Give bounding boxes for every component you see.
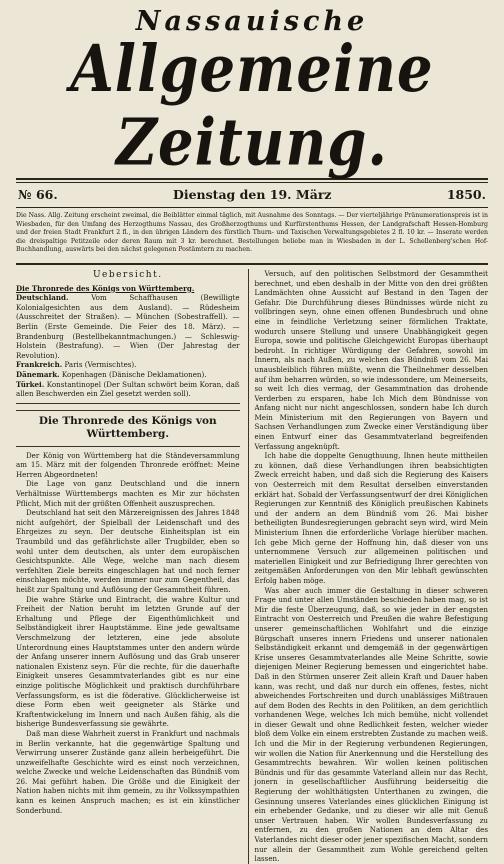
overview-title: Uebersicht. bbox=[92, 269, 163, 280]
article-heading: Die Thronrede des Königs von Württemberg. bbox=[16, 410, 240, 447]
article-paragraph: Ich habe die doppelte Genugthuung, Ihnen heute mittheilen zu können, daß diese Verhandlungen ihren beabsichtigten Zweck erreicht haben, und daß sich die Regierung des Kaisers von Oesterreich mit dem Resultat derselben einverstanden erklärt hat. Sobald der Verfassungsentwurf der drei Königlichen Regierungen zur Kenntniß des Königlich preußischen Kabinets und der andern an dem Bündniß vom 26. Mai bisher betheiligten Bundesregierungen gebracht seyn wird, wird Mein Ministerium Ihnen die erforderliche Vorlage hierüber machen. Ich gebe Mich gerne der Hoffnung hin, daß dieser von uns unternommene Versuch zur allgemeinen politischen und materiellen Einigkeit und zur Befriedigung Ihrer gerechten von zeitgemäßen Anforderungen von den Mir lebhaft gewünschten Erfolg haben möge. bbox=[254, 451, 488, 585]
overview-lead: Deutschland. bbox=[16, 293, 69, 303]
masthead bbox=[16, 6, 488, 181]
masthead-title: Allgemeine Zeitung. bbox=[70, 31, 434, 181]
overview-text: Kopenhagen (Dänische Deklamationen). bbox=[59, 369, 207, 379]
overview-text: Vom Schaffhausen (Bewilligte Kolonialgesichten aus dem Ausland). — Rüdesheim (Ausschreitet der Straßen). — München (Sobestraffell). — Berlin (Erste Gemeinde. Die Feier des 18. März). — Brandenburg (Bestellbekanntmachungen.) — Schleswig-Holstein (Bestrafung). — Wien (Der Jahrestag der Revolution). bbox=[16, 293, 240, 360]
article-paragraph: Daß man diese Wahrheit zuerst in Frankfurt und nachmals in Berlin verkannte, hat die gegenwärtige Spaltung und Verwirrung unserer Zustände ganz allein herbeigeführt. Die unzweifelhafte Geschichte wird es einst noch verzeichnen, welche Zwecke und welche Leidenschaften das Bündniß vom 26. Mai geführt haben. Die Größe und die Einigkeit der Nation haben nichts mit ihm gemein, zu ihr Volkssympathien kann es keinen Anspruch machen; es ist ein künstlicher Sonderbund. bbox=[16, 728, 240, 815]
right-column bbox=[248, 269, 488, 864]
overview-text: Konstantinopel (Der Sultan schwört beim Koran, daß allen Beschwerden ein Ziel gesetzt werden soll). bbox=[16, 379, 240, 399]
subscription-notice: Die Nass. Allg. Zeitung erscheint zweimal, die Beiblätter einmal täglich, mit Ausnahme des Sonntags. — Der vierteljährige Pränumerationspreis ist in Wiesbaden, für den Umfang des Herzogthums Nassau, des Großherzogthums und Kurfürstenthums Hessen, der Landgrafschaft Hessen-Homburg und der freien Stadt Frankfurt 2 fl., in den übrigen Ländern des fürstlich Thurn- und Taxischen Verwaltungsgebietes 2 fl. 10 kr. — Inserate werden die dreispaltige Petitzeile oder deren Raum mit 3 kr. berechnet. Bestellungen beliebe man in Wiesbaden in der L. Schellenberg'schen Hof-Buchhandlung, auswärts bei den nächst gelegenen Postämtern zu machen. bbox=[16, 212, 488, 254]
overview-line bbox=[16, 360, 240, 370]
overview-line bbox=[16, 293, 240, 360]
overview-lead: Dänemark. bbox=[16, 369, 60, 379]
masthead-top: Nassauische bbox=[135, 6, 369, 37]
notice-rule bbox=[16, 263, 488, 265]
issue-date: Dienstag den 19. März bbox=[173, 187, 332, 202]
issue-number: № 66. bbox=[18, 187, 58, 202]
issue-year: 1850. bbox=[446, 187, 486, 202]
dateline bbox=[16, 183, 488, 205]
overview-line bbox=[16, 370, 240, 380]
left-column bbox=[16, 269, 240, 864]
article-columns bbox=[16, 269, 488, 864]
overview-line bbox=[16, 284, 240, 294]
overview-box bbox=[16, 271, 240, 404]
overview-text: Paris (Vermischtes). bbox=[62, 360, 137, 370]
article-paragraph: Versuch, auf den politischen Selbstmord der Gesammtheit berechnet, und eben deshalb in der Mitte von den drei größten Landmächten ohne Aussicht auf Bestand in den Tagen der Gefahr. Die Durchführung dieses Bündnisses würde nicht zu vollbringen seyn, ohne einen offenen Bundesbruch und ohne eine in feindliche Verletzung seiner förmlichen Traktate, wodurch unsere Stellung und unsere Unabhängigkeit gegen Europa, sowie und politische Gleichgewicht Europas überhaupt bedroht. In richtiger Würdigung der Gefahren, sowohl im Innern, als nach Außen, zu welchen das Bündniß vom 26. Mai unausbleiblich führen müßte, wenn die Theilnehmer desselben auf ihm beharren würden, so wie indessondere, um Meinerseits, so weit Ich dies vermag, der Gesammtnation das drohende Verderben zu ersparen, habe Ich Mich dem Bündnisse von Anfang nicht nur nicht angeschlossen, sondern habe Ich durch Mein Ministerium mit den Regierungen von Bayern und Sachsen Verhandlungen zum Zwecke einer Verständigung über einen Entwurf einer das Gesammtvaterland begreifenden Verfassung angeknüpft. bbox=[254, 268, 488, 451]
article-paragraph: Der König von Württemberg hat die Ständeversammlung am 15. März mit der folgenden Thronrede eröffnet: Meine Herren Abgeordneten! bbox=[16, 450, 240, 479]
article-paragraph: Die Lage von ganz Deutschland und die innern Verhältnisse Württembergs machten es Mir zur höchsten Pflicht, Mich mit der größten Offenheit auszusprechen. bbox=[16, 479, 240, 508]
article-paragraph: Die wahre Stärke und Eintracht, die wahre Kultur und Freiheit der Nation beruht im letzten Grunde auf der Erhaltung und Pflege der Eigenthümlichkeit und Selbständigkeit ihrer Hauptstämme. Eine jede gewaltsame Verschmelzung der letzteren, eine jede absolute Unterordnung eines Hauptstammes unter den andern würde der Anfang unserer innern Auflösung und das Grab unserer nationalen Existenz seyn. Für die rechte, für die dauerhafte Einigkeit unseres Gesammtvaterlandes gibt es nur eine einzige politische Möglichkeit und praktisch durchführbare Verfassungsform, es ist die föderative. Glücklicherweise ist diese Form eben weit geeigneter als Stärke und Kraftentwickelung im Innern und nach Außen fähig, als die bisherige Bundesverfassung sie gewährte. bbox=[16, 594, 240, 729]
overview-lead: Die Thronrede des Königs von Württemberg. bbox=[16, 283, 195, 293]
article-paragraph: Deutschland hat seit den Märzereignissen des Jahres 1848 nicht aufgehört, der Spielball der Leidenschaft und des Ehrgeizes zu seyn. Der deutsche Einheitsplan ist ein Traumbild und das gefährlichste aller Trugbilder, eben so wohl unter dem deutschen, als unter dem europäischen Gesichtspunkte. Alle Wege, welche man nach diesem verfehlten Ziele bereits eingeschlagen hat und noch ferner einschlagen möchte, werden immer nur zum Gegentheil, das heißt zur Spaltung und Auflösung der Gesammtheit führen. bbox=[16, 508, 240, 594]
overview-lead: Frankreich. bbox=[16, 360, 63, 370]
overview-line bbox=[16, 380, 240, 399]
article-paragraph: Was aber auch immer die Gestaltung in dieser schweren Frage und unter allen Umständen beschieden haben mag, so ist Mir die feste Überzeugung, daß, so wie jeder in der engsten Eintracht von Oesterreich und Preußen die wahre Befestigung unserer gemeinschaftlichen Wohlfahrt und die einzige Bürgschaft unseres innern Friedens und unserer nationalen Selbständigkeit erkannt und demgemäß in der gegenwärtigen Krise unseres Gesammtvaterlandes alle Meine Schritte, sowie diejenigen Meiner Regierung bemessen und eingerichtet habe. Daß in den Stürmen unserer Zeit allein Kraft und Dauer haben kann, was recht, und daß nur durch ein offenes, festes, nicht abweichendes Fortschreiten und durch unablässiges Mißtrauen auf dem Boden des Rechts in den Politiken, an dem gerichtlich vorhandenen Wege, welches Ich mich bemühe, nicht vollendet in dieser Gewalt und ohne Redlichkeit festen, welcher wieder bloß dem Volke ein einem erstrebten Zustande zu machen weiß. Ich und die Mir in der Regierung verbundenen Regierungen, wir wollen die Nation für Anerkennung und die Herstellung des Gesammtrechts bewahren. Wir wollen keinen politischen Bündnis und für das gesammte Vaterland allein nur das Recht, jonern in gesellschaftlicher Ausführung beiderseitig die Regierung der wohlthätigsten Unterthanen zu zwingen, die Gesinnung unseres Vaterlandes eines glücklichen Einigung ist ein erhebender Gedanke, und zu dieser wir alle mit Genuß unser Vertrauen haben. Wir wollen Bundesverfassung zu entfernen, zu den großen Nationen an dem Altar des Vaterlandes nicht dieser oder jener spezifischen Macht, sondern nur allein der Gesammtheit zum Wohle gereichend gelten lassen. bbox=[254, 585, 488, 864]
overview-lead: Türkei. bbox=[16, 379, 45, 389]
